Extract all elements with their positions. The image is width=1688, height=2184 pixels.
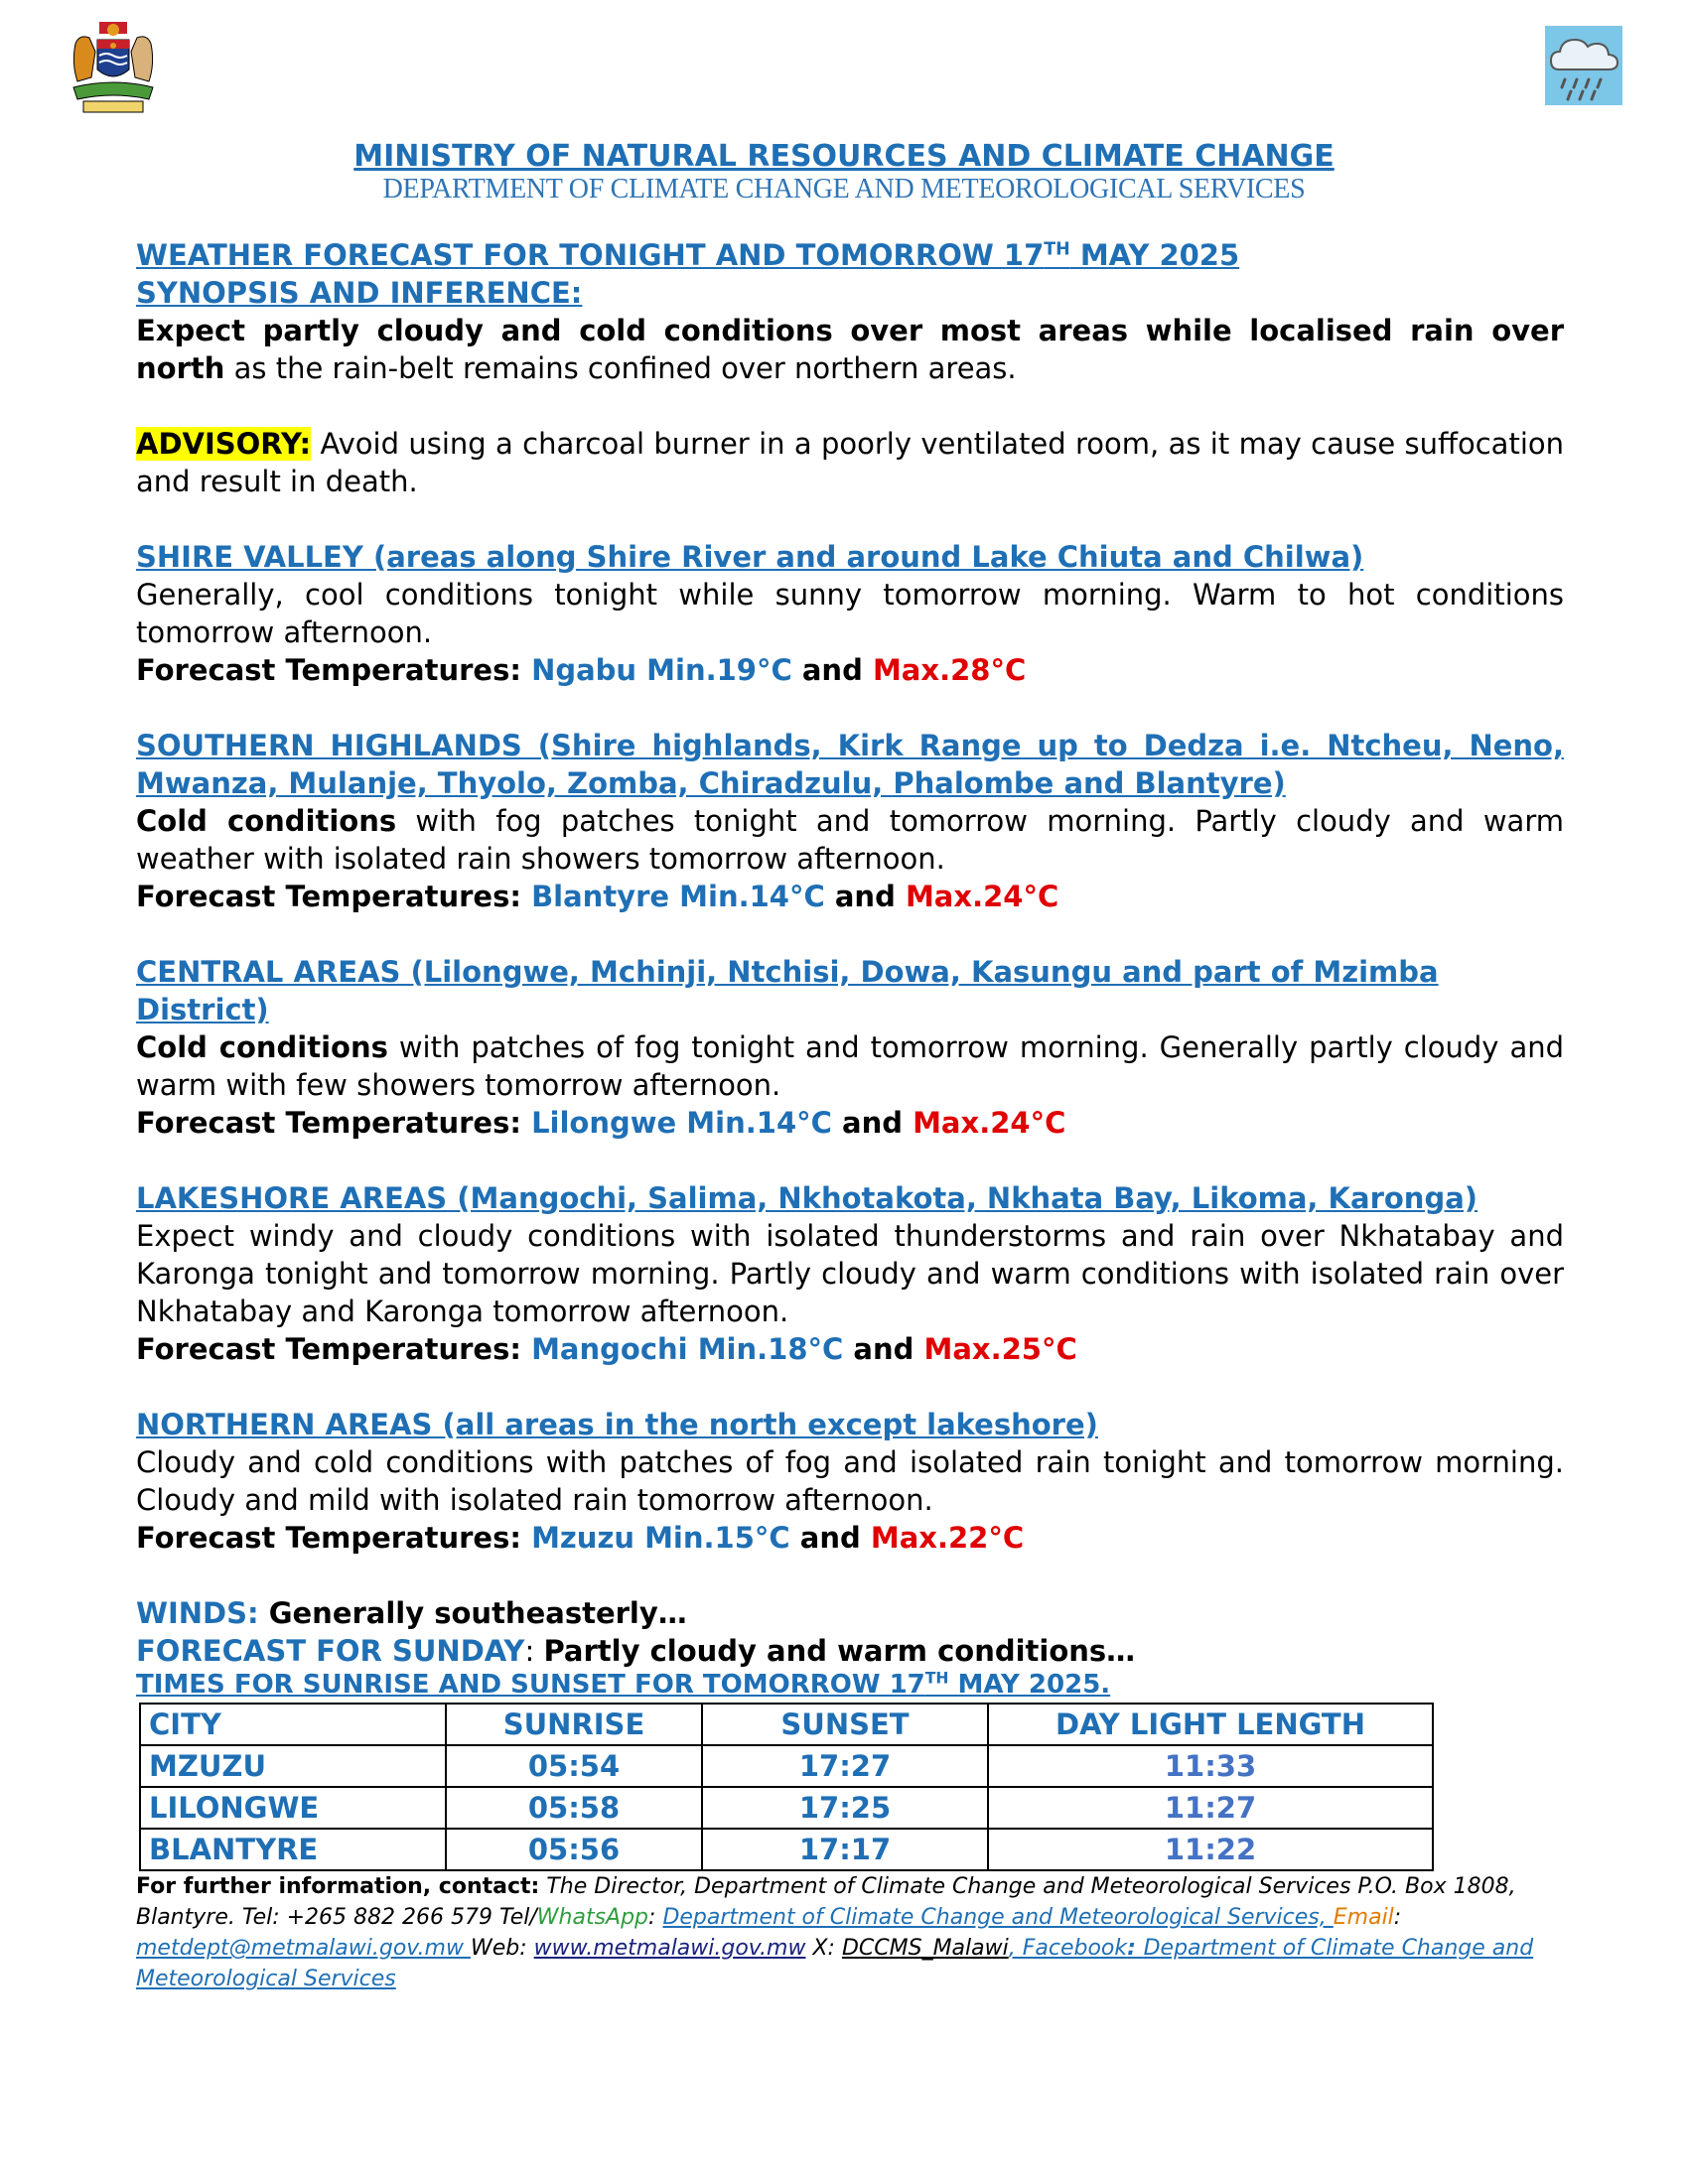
- winds: WINDS: Generally southeasterly…: [136, 1596, 687, 1630]
- region-title: LAKESHORE AREAS (Mangochi, Salima, Nkhotakota, Nkhata Bay, Likoma, Karonga): [136, 1181, 1478, 1215]
- advisory-text: Avoid using a charcoal burner in a poorly ventilated room, as it may cause suffocation and result in death.: [136, 427, 1564, 498]
- email-link[interactable]: metdept@metmalawi.gov.mw: [136, 1936, 471, 1961]
- department-heading: DEPARTMENT OF CLIMATE CHANGE AND METEOROLOGICAL SERVICES: [382, 174, 1306, 205]
- region-title: CENTRAL AREAS (Lilongwe, Mchinji, Ntchisi, Dowa, Kasungu and part of Mzimba District): [136, 955, 1439, 1026]
- max-temperature: Max.24°C: [913, 1106, 1066, 1140]
- region-title: SHIRE VALLEY (areas along Shire River and around Lake Chiuta and Chilwa): [136, 540, 1364, 574]
- region-northern-areas: [136, 1406, 1564, 1557]
- region-description: Expect windy and cloudy conditions with isolated thunderstorms and rain over Nkhatabay and Karonga tonight and tomorrow morning. Partly cloudy and warm conditions with isolated rain over Nkhatabay and Karonga tomorrow afternoon.: [136, 1219, 1564, 1328]
- region-description: Cloudy and cold conditions with patches of fog and isolated rain tonight and tomorrow morning. Cloudy and mild with isolated rain tomorrow afternoon.: [136, 1445, 1564, 1517]
- sunday-forecast: FORECAST FOR SUNDAY: Partly cloudy and warm conditions…: [136, 1634, 1136, 1668]
- min-temperature: Blantyre Min.14°C: [531, 880, 825, 913]
- table-cell: LILONGWE: [140, 1787, 446, 1829]
- max-temperature: Max.25°C: [923, 1332, 1077, 1366]
- table-cell: MZUZU: [140, 1745, 446, 1787]
- region-temperatures: Forecast Temperatures: Ngabu Min.19°C and Max.28°C: [136, 653, 1027, 687]
- table-row: [140, 1829, 1433, 1870]
- advisory-label: ADVISORY:: [136, 427, 312, 461]
- synopsis-title: SYNOPSIS AND INFERENCE:: [136, 276, 583, 310]
- max-temperature: Max.22°C: [870, 1521, 1025, 1555]
- min-temperature: Mzuzu Min.15°C: [531, 1521, 790, 1555]
- ministry-heading: MINISTRY OF NATURAL RESOURCES AND CLIMATE CHANGE: [353, 139, 1335, 174]
- forecast-body: [136, 236, 1564, 1994]
- rain-cloud-icon: [1545, 26, 1622, 105]
- dept-link[interactable]: Department of Climate Change and Meteorological Services,: [662, 1905, 1334, 1930]
- region-title: NORTHERN AREAS (all areas in the north except lakeshore): [136, 1408, 1098, 1441]
- region-temperatures: Forecast Temperatures: Blantyre Min.14°C and Max.24°C: [136, 880, 1059, 913]
- advisory: [136, 425, 1564, 500]
- region-description: Cold conditions with fog patches tonight and tomorrow morning. Partly cloudy and warm weather with isolated rain showers tomorrow afternoon.: [136, 804, 1564, 876]
- region-title: SOUTHERN HIGHLANDS (Shire highlands, Kirk Range up to Dedza i.e. Ntcheu, Neno, Mwanza, Mulanje, Thyolo, Zomba, Chiradzulu, Phalombe and Blantyre): [136, 729, 1564, 800]
- region-lakeshore-areas: [136, 1179, 1564, 1368]
- region-central-areas: [136, 953, 1564, 1142]
- table-cell: 05:54: [446, 1745, 702, 1787]
- contact-footer: For further information, contact: The Director, Department of Climate Change and Meteorological Services P.O. Box 1808, Blantyre. Tel: +265 882 266 579 Tel/WhatsApp: Department of Climate Change and Meteorological Services, Email: metdept@metmalawi.gov.mw Web: www.metmalawi.gov.mw X: DCCMS_Malawi, Facebook: Department of Climate Change and Meteorological Services: [136, 1874, 1534, 1991]
- min-temperature: Mangochi Min.18°C: [531, 1332, 844, 1366]
- table-cell: 17:25: [702, 1787, 988, 1829]
- table-header: CITY: [140, 1704, 446, 1745]
- table-cell: 11:27: [988, 1787, 1433, 1829]
- facebook-link[interactable]: Department of Climate Change and Meteorological Services: [136, 1936, 1534, 1991]
- table-cell: 11:22: [988, 1829, 1433, 1870]
- web-link[interactable]: www.metmalawi.gov.mw: [533, 1936, 806, 1961]
- table-cell: 05:58: [446, 1787, 702, 1829]
- min-temperature: Ngabu Min.19°C: [531, 653, 792, 687]
- table-header: SUNSET: [702, 1704, 988, 1745]
- table-cell: BLANTYRE: [140, 1829, 446, 1870]
- region-description: Cold conditions with patches of fog tonight and tomorrow morning. Generally partly cloudy and warm with few showers tomorrow afternoon.: [136, 1030, 1565, 1102]
- table-row: [140, 1787, 1433, 1829]
- table-header-row: [140, 1704, 1433, 1745]
- region-description: Generally, cool conditions tonight while sunny tomorrow morning. Warm to hot conditions tomorrow afternoon.: [136, 578, 1564, 649]
- min-temperature: Lilongwe Min.14°C: [531, 1106, 832, 1140]
- region-temperatures: Forecast Temperatures: Lilongwe Min.14°C and Max.24°C: [136, 1106, 1066, 1140]
- region-southern-highlands: [136, 727, 1564, 915]
- malawi-coat-of-arms-icon: [68, 22, 159, 117]
- sun-times-table: [139, 1703, 1434, 1871]
- table-row: [140, 1745, 1433, 1787]
- region-shire-valley: [136, 538, 1564, 689]
- table-header: DAY LIGHT LENGTH: [988, 1704, 1433, 1745]
- sun-times-title: TIMES FOR SUNRISE AND SUNSET FOR TOMORROW 17TH MAY 2025.: [136, 1669, 1111, 1700]
- max-temperature: Max.24°C: [905, 880, 1059, 913]
- table-cell: 11:33: [988, 1745, 1433, 1787]
- x-link[interactable]: DCCMS_Malawi: [841, 1936, 1009, 1961]
- table-cell: 17:17: [702, 1829, 988, 1870]
- forecast-title: WEATHER FORECAST FOR TONIGHT AND TOMORROW 17TH MAY 2025: [136, 238, 1240, 272]
- region-temperatures: Forecast Temperatures: Mzuzu Min.15°C and Max.22°C: [136, 1521, 1025, 1555]
- region-temperatures: Forecast Temperatures: Mangochi Min.18°C and Max.25°C: [136, 1332, 1077, 1366]
- table-header: SUNRISE: [446, 1704, 702, 1745]
- table-cell: 05:56: [446, 1829, 702, 1870]
- table-cell: 17:27: [702, 1745, 988, 1787]
- synopsis-text: Expect partly cloudy and cold conditions over most areas while localised rain over north as the rain-belt remains confined over northern areas.: [136, 314, 1564, 385]
- max-temperature: Max.28°C: [872, 653, 1027, 687]
